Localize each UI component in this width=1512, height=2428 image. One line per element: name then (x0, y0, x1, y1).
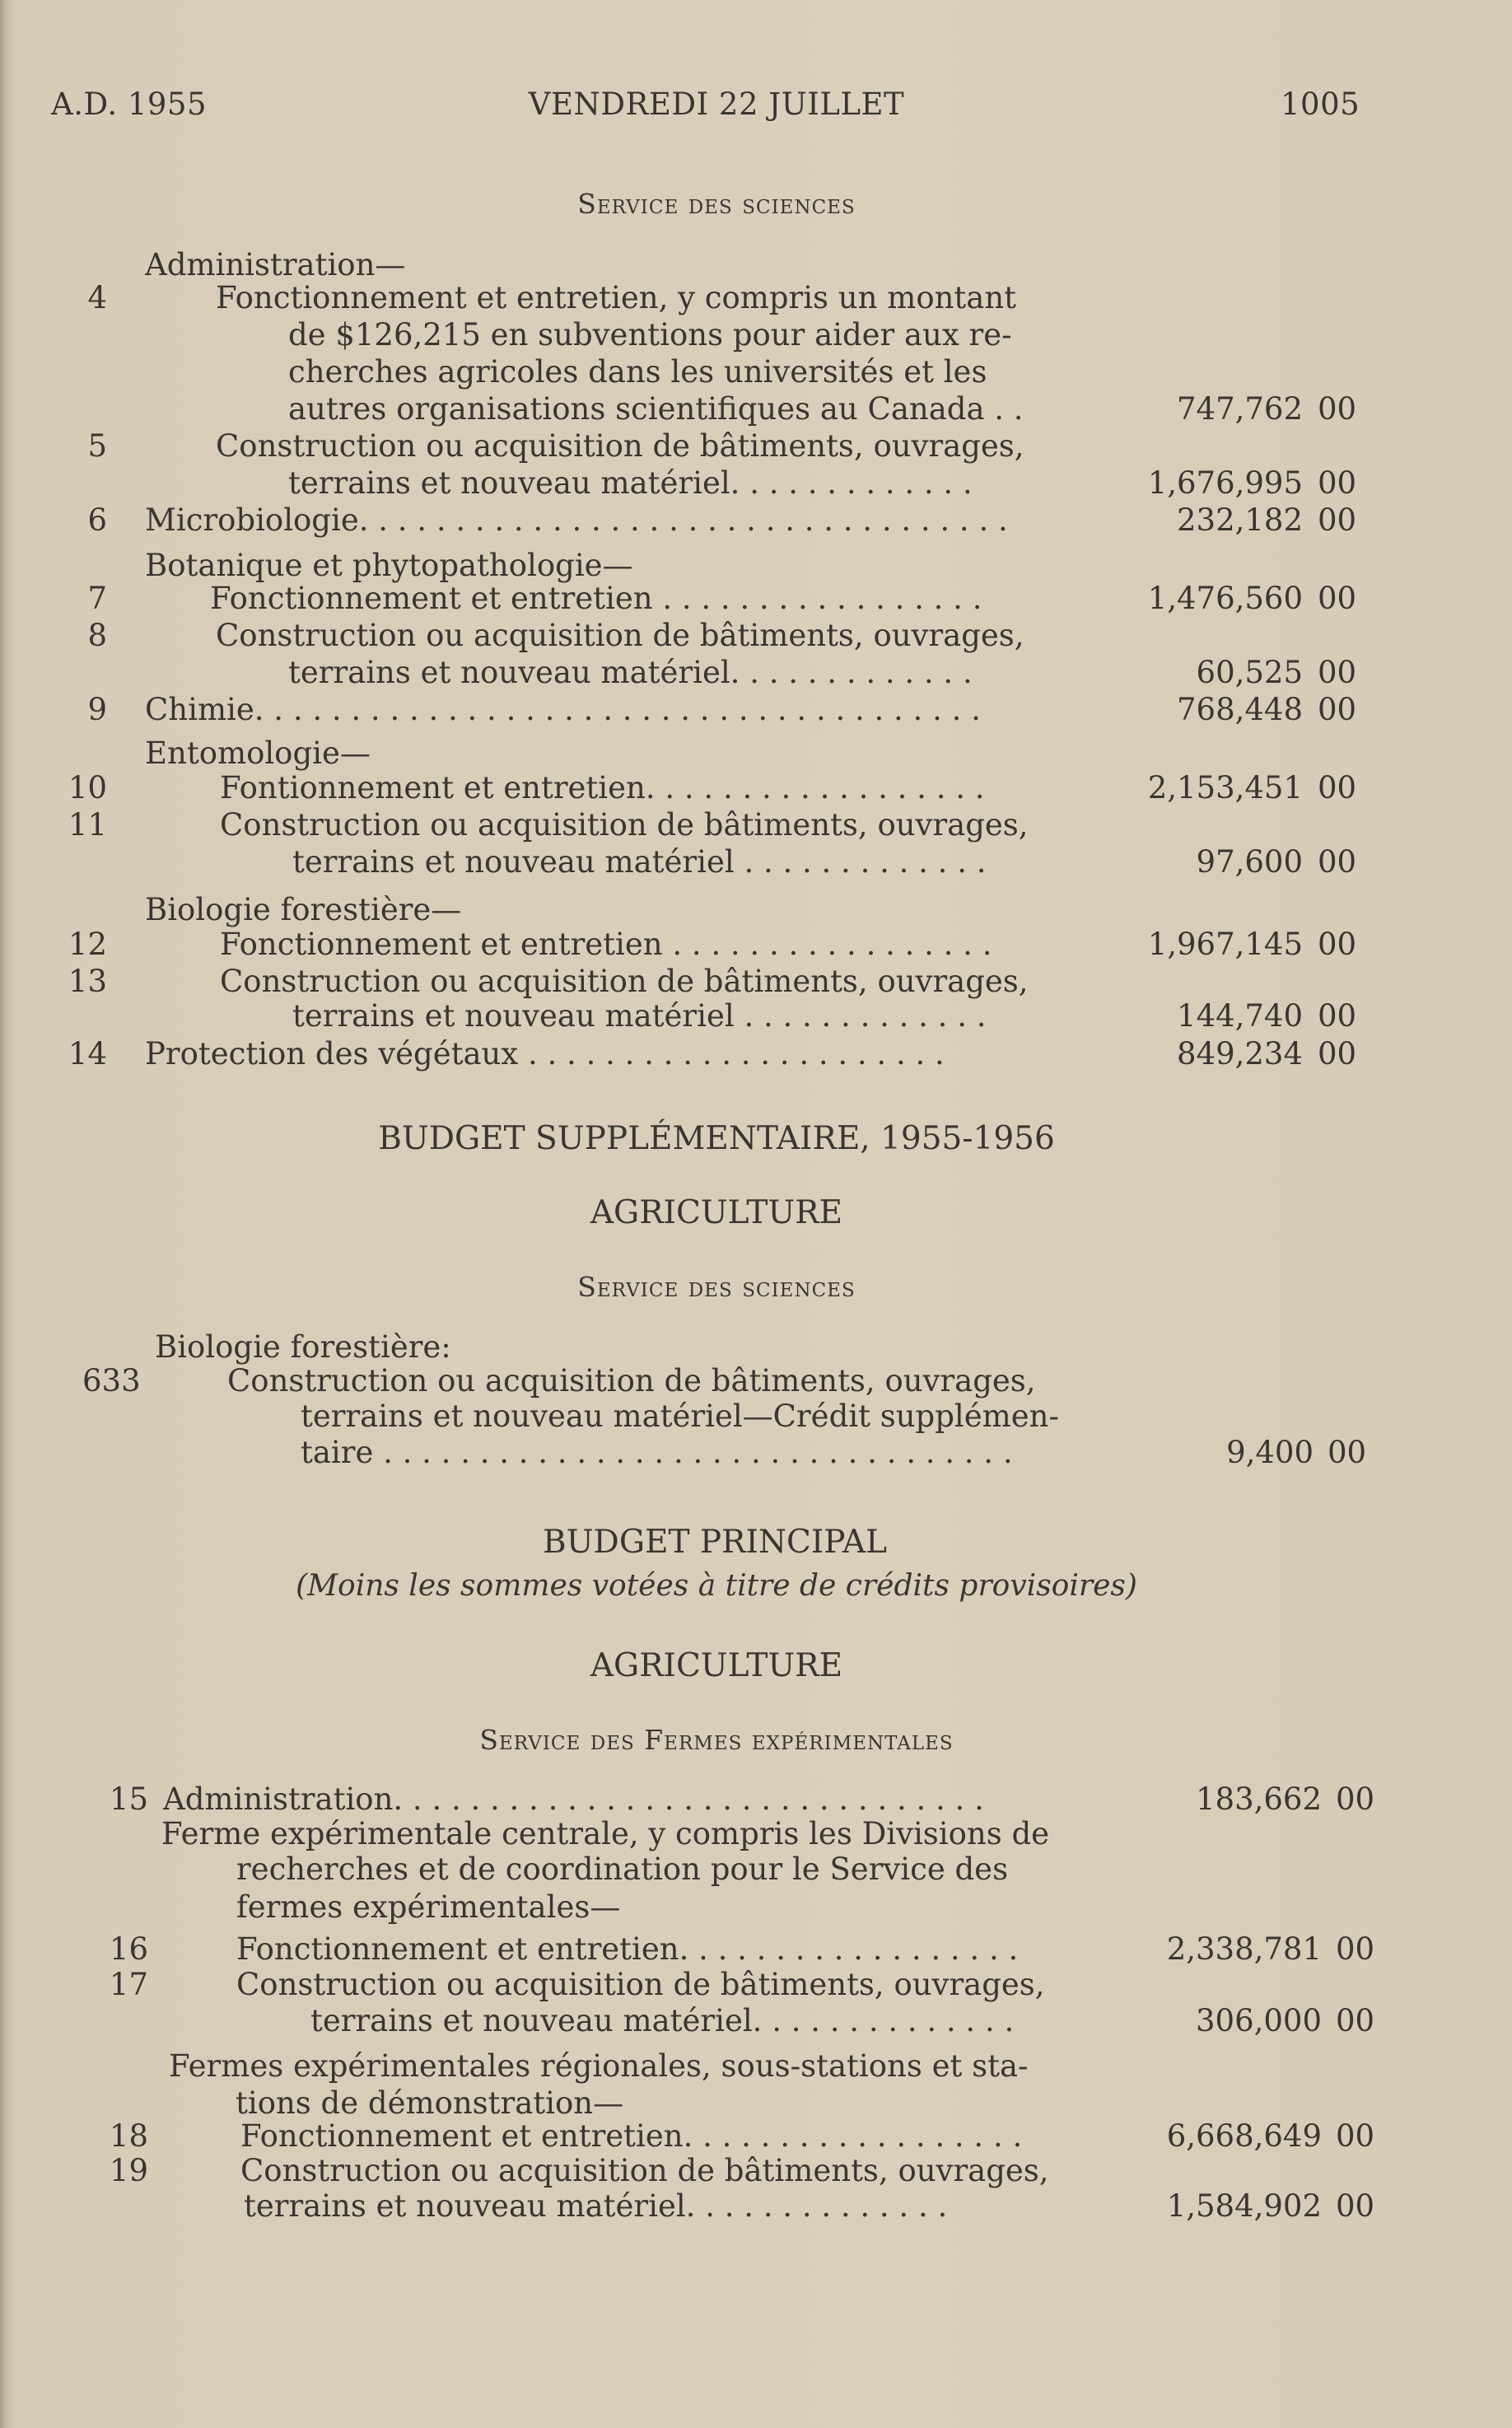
line-text: Fonctionnement et entretien, y compris un montant (216, 280, 1017, 315)
amount-cents: 00 (1318, 502, 1357, 538)
amount-dollars: 849,234 (1176, 1036, 1303, 1072)
line-text: de $126,215 en subventions pour aider aux re- (288, 317, 1012, 353)
amount-dollars: 768,448 (1176, 692, 1303, 727)
line-text: Construction ou acquisition de bâtiments, ouvrages, (216, 618, 1024, 653)
vote-number: 16 (109, 1931, 148, 1967)
budget-line (0, 927, 1400, 964)
vote-number: 5 (87, 428, 107, 464)
amount-dollars: 1,476,560 (1147, 581, 1303, 616)
budget-line (0, 465, 1400, 503)
line-text: Entomologie— (145, 735, 371, 771)
vote-number: 10 (68, 770, 107, 805)
line-text: Administration— (145, 247, 406, 282)
vote-number: 6 (87, 502, 107, 538)
vote-number: 15 (109, 1781, 148, 1817)
amount-cents: 00 (1318, 581, 1357, 616)
line-text: Construction ou acquisition de bâtiments, ouvrages, (216, 428, 1024, 464)
amount-cents: 00 (1318, 927, 1357, 962)
principal-subtitle: (Moins les sommes votées à titre de crédits provisoires) (296, 1569, 1137, 1603)
line-text: Protection des végétaux . . . . . . . . . . . . . . . . . . . . . . (145, 1036, 945, 1072)
budget-line (0, 618, 1400, 656)
budget-line (0, 692, 1400, 730)
supplementary-dept: AGRICULTURE (590, 1194, 843, 1231)
budget-line (0, 1851, 1400, 1889)
budget-line (0, 391, 1400, 429)
amount-dollars: 1,967,145 (1147, 927, 1303, 962)
vote-number: 17 (109, 1967, 148, 2002)
amount-cents: 00 (1318, 770, 1357, 805)
principal-dept: AGRICULTURE (590, 1647, 843, 1684)
amount-dollars: 306,000 (1195, 2003, 1322, 2038)
amount-dollars: 183,662 (1195, 1781, 1322, 1817)
budget-line (0, 2153, 1400, 2191)
line-text: recherches et de coordination pour le Service des (236, 1851, 1009, 1887)
vote-number: 18 (109, 2118, 148, 2154)
vote-number: 8 (87, 618, 107, 653)
budget-line (0, 280, 1400, 318)
budget-line (0, 1967, 1400, 2005)
budget-line (0, 1036, 1400, 1074)
line-text: Fonctionnement et entretien. . . . . . . . . . . . . . . . . . (240, 2118, 1023, 2154)
vote-number: 14 (68, 1036, 107, 1072)
vote-number: 4 (87, 280, 107, 315)
budget-line (0, 1398, 1400, 1436)
line-text: terrains et nouveau matériel. . . . . . . . . . . . . (288, 465, 973, 501)
amount-dollars: 60,525 (1196, 655, 1303, 690)
line-text: terrains et nouveau matériel. . . . . . . . . . . . . . (310, 2003, 1015, 2038)
budget-line (0, 770, 1400, 808)
line-text: terrains et nouveau matériel. . . . . . . . . . . . . . (244, 2188, 948, 2224)
amount-cents: 00 (1318, 692, 1357, 727)
amount-dollars: 2,338,781 (1166, 1931, 1322, 1967)
line-text: Fonctionnement et entretien . . . . . . . . . . . . . . . . . (210, 581, 982, 616)
budget-line (0, 735, 1400, 773)
line-text: Ferme expérimentale centrale, y compris les Divisions de (161, 1816, 1050, 1851)
amount-cents: 00 (1336, 1781, 1375, 1817)
amount-dollars: 9,400 (1226, 1435, 1314, 1470)
line-text: terrains et nouveau matériel . . . . . . . . . . . . . (292, 844, 987, 880)
line-text: Fermes expérimentales régionales, sous-stations et sta- (169, 2048, 1029, 2084)
principal-title: BUDGET PRINCIPAL (543, 1524, 887, 1561)
amount-cents: 00 (1318, 844, 1357, 880)
supplementary-service: Service des sciences (577, 1271, 856, 1303)
amount-dollars: 144,740 (1176, 998, 1303, 1034)
amount-dollars: 2,153,451 (1147, 770, 1303, 805)
line-text: Administration. . . . . . . . . . . . . . . . . . . . . . . . . . . . . . . (163, 1781, 984, 1817)
budget-line (0, 354, 1400, 392)
amount-cents: 00 (1336, 2003, 1375, 2038)
line-text: Fonctionnement et entretien . . . . . . . . . . . . . . . . . (220, 927, 992, 962)
line-text: Fonctionnement et entretien. . . . . . . . . . . . . . . . . . (236, 1931, 1019, 1967)
budget-line (0, 1435, 1400, 1473)
budget-line (0, 844, 1400, 882)
budget-line (0, 502, 1400, 540)
amount-cents: 00 (1336, 2188, 1375, 2224)
budget-line (0, 807, 1400, 845)
line-text: Biologie forestière— (145, 892, 462, 927)
amount-dollars: 97,600 (1196, 844, 1303, 880)
vote-number: 633 (82, 1363, 141, 1398)
section-title-sciences: Service des sciences (577, 188, 856, 220)
line-text: terrains et nouveau matériel . . . . . . . . . . . . . (292, 998, 987, 1034)
amount-dollars: 1,676,995 (1147, 465, 1303, 501)
line-text: Construction ou acquisition de bâtiments, ouvrages, (220, 964, 1029, 999)
line-text: Construction ou acquisition de bâtiments, ouvrages, (236, 1967, 1045, 2002)
line-text: cherches agricoles dans les universités et les (288, 354, 987, 390)
budget-line (0, 2003, 1400, 2041)
line-text: Construction ou acquisition de bâtiments, ouvrages, (240, 2153, 1049, 2188)
amount-cents: 00 (1328, 1435, 1367, 1470)
line-text: Fontionnement et entretien. . . . . . . . . . . . . . . . . . (220, 770, 985, 805)
vote-number: 9 (87, 692, 107, 727)
budget-line (0, 428, 1400, 466)
vote-number: 7 (87, 581, 107, 616)
line-text: autres organisations scientifiques au Canada . . (288, 391, 1024, 427)
vote-number: 12 (68, 927, 107, 962)
line-text: terrains et nouveau matériel. . . . . . . . . . . . . (288, 655, 973, 690)
amount-cents: 00 (1336, 1931, 1375, 1967)
budget-line (0, 1816, 1400, 1854)
header-center: VENDREDI 22 JUILLET (528, 86, 905, 122)
line-text: Biologie forestière: (155, 1329, 451, 1365)
budget-line (0, 1931, 1400, 1969)
amount-cents: 00 (1318, 465, 1357, 501)
amount-dollars: 1,584,902 (1166, 2188, 1322, 2224)
budget-line (0, 581, 1400, 619)
budget-line (0, 2188, 1400, 2226)
line-text: Microbiologie. . . . . . . . . . . . . . . . . . . . . . . . . . . . . . . . . . (145, 502, 1008, 538)
budget-line (0, 964, 1400, 1002)
line-text: Construction ou acquisition de bâtiments, ouvrages, (227, 1363, 1036, 1398)
vote-number: 11 (68, 807, 107, 843)
amount-cents: 00 (1336, 2118, 1375, 2154)
line-text: fermes expérimentales— (236, 1889, 621, 1925)
amount-cents: 00 (1318, 391, 1357, 427)
amount-dollars: 6,668,649 (1166, 2118, 1322, 2154)
line-text: Botanique et phytopathologie— (145, 548, 633, 583)
budget-line (0, 317, 1400, 355)
budget-line (0, 1889, 1400, 1927)
line-text: terrains et nouveau matériel—Crédit supplémen- (301, 1398, 1059, 1434)
line-text: tions de démonstration— (236, 2085, 624, 2121)
amount-cents: 00 (1318, 1036, 1357, 1072)
line-text: taire . . . . . . . . . . . . . . . . . . . . . . . . . . . . . . . . . (301, 1435, 1013, 1470)
line-text: Chimie. . . . . . . . . . . . . . . . . . . . . . . . . . . . . . . . . . . . . . (145, 692, 981, 727)
budget-line (0, 1781, 1400, 1819)
vote-number: 13 (68, 964, 107, 999)
amount-dollars: 232,182 (1176, 502, 1303, 538)
amount-dollars: 747,762 (1176, 391, 1303, 427)
budget-line (0, 2048, 1400, 2086)
amount-cents: 00 (1318, 655, 1357, 690)
header-left: A.D. 1955 (51, 86, 208, 122)
page-number: 1005 (1281, 86, 1360, 122)
budget-line (0, 655, 1400, 693)
budget-line (0, 998, 1400, 1036)
budget-line (0, 1363, 1400, 1401)
budget-line (0, 892, 1400, 930)
vote-number: 19 (109, 2153, 148, 2188)
budget-line (0, 1329, 1400, 1367)
principal-service: Service des Fermes expérimentales (479, 1724, 954, 1756)
amount-cents: 00 (1318, 998, 1357, 1034)
supplementary-title: BUDGET SUPPLÉMENTAIRE, 1955-1956 (378, 1120, 1055, 1157)
line-text: Construction ou acquisition de bâtiments, ouvrages, (220, 807, 1029, 843)
budget-line (0, 2118, 1400, 2156)
